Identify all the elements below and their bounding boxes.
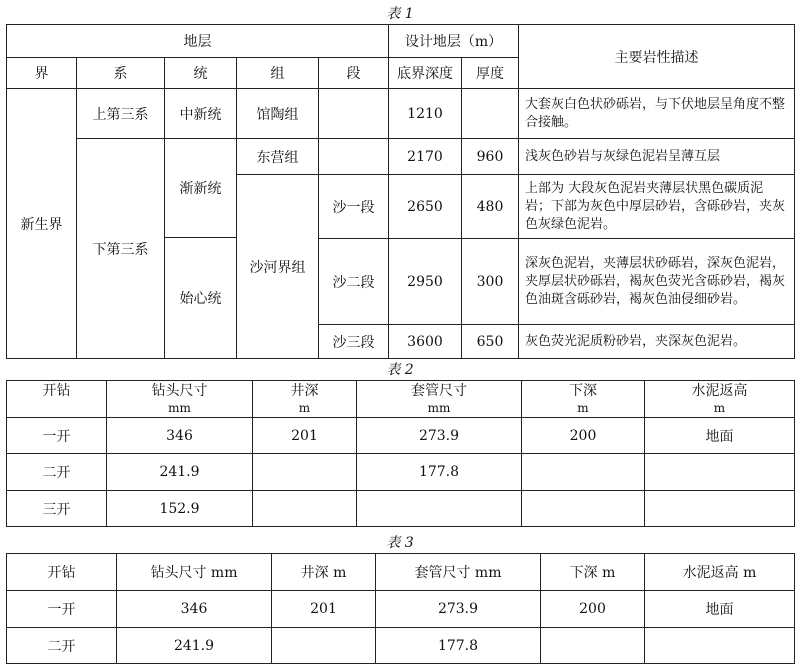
table-row bbox=[7, 418, 795, 454]
table-row bbox=[7, 491, 795, 527]
table2-caption: 表 2 bbox=[386, 362, 414, 378]
lithology-cell: 浅灰色砂岩与灰绿色泥岩呈薄互层 bbox=[519, 139, 795, 175]
header-tong: 统 bbox=[165, 58, 237, 89]
header-cell: 开钻 bbox=[7, 554, 117, 591]
table-row bbox=[7, 89, 795, 139]
header-cell: 下深 m bbox=[522, 381, 645, 418]
depth-cell: 1210 bbox=[389, 89, 462, 139]
header-lithology: 主要岩性描述 bbox=[519, 25, 795, 89]
table-cell: 273.9 bbox=[376, 591, 541, 628]
table-row bbox=[7, 591, 795, 628]
strata-table bbox=[6, 24, 795, 359]
header-jie: 界 bbox=[7, 58, 77, 89]
lithology-cell: 大套灰白色状砂砾岩，与下伏地层呈角度不整合接触。 bbox=[519, 89, 795, 139]
table-cell bbox=[645, 491, 795, 527]
table-cell bbox=[522, 491, 645, 527]
tong-jianxin-cell: 渐新统 bbox=[165, 139, 237, 238]
table-cell: 地面 bbox=[645, 591, 795, 628]
zu-shahejie-cell: 沙河界组 bbox=[237, 175, 319, 359]
zu-dongying-cell: 东营组 bbox=[237, 139, 319, 175]
thickness-cell: 480 bbox=[462, 175, 519, 239]
table-cell: 346 bbox=[107, 418, 253, 454]
header-cell: 钻头尺寸 mm bbox=[107, 381, 253, 418]
table-cell: 241.9 bbox=[107, 454, 253, 491]
table-cell bbox=[253, 491, 357, 527]
table-header-row bbox=[7, 381, 795, 418]
table-cell: 201 bbox=[272, 591, 376, 628]
header-cell: 水泥返高 m bbox=[645, 554, 795, 591]
duan-sha2-cell: 沙二段 bbox=[319, 239, 389, 325]
header-depth: 底界深度 bbox=[389, 58, 462, 89]
table-cell bbox=[357, 491, 522, 527]
header-thickness: 厚度 bbox=[462, 58, 519, 89]
table1-caption: 表 1 bbox=[386, 6, 414, 22]
table-row bbox=[7, 454, 795, 491]
table-cell: 一开 bbox=[7, 418, 107, 454]
table-cell: 二开 bbox=[7, 628, 117, 664]
duan-cell bbox=[319, 139, 389, 175]
casing-table-2 bbox=[6, 380, 795, 527]
header-cell: 套管尺寸 mm bbox=[376, 554, 541, 591]
lithology-cell: 灰色荧光泥质粉砂岩，夹深灰色泥岩。 bbox=[519, 325, 795, 359]
table-cell bbox=[645, 628, 795, 664]
header-cell: 钻头尺寸 mm bbox=[117, 554, 272, 591]
header-cell: 套管尺寸 mm bbox=[357, 381, 522, 418]
table-cell: 一开 bbox=[7, 591, 117, 628]
table-cell bbox=[541, 628, 645, 664]
table-cell: 200 bbox=[522, 418, 645, 454]
thickness-cell: 300 bbox=[462, 239, 519, 325]
table-header-row bbox=[7, 554, 795, 591]
depth-cell: 2170 bbox=[389, 139, 462, 175]
header-duan: 段 bbox=[319, 58, 389, 89]
table-cell: 241.9 bbox=[117, 628, 272, 664]
table-cell: 三开 bbox=[7, 491, 107, 527]
table-cell: 地面 bbox=[645, 418, 795, 454]
table-row bbox=[7, 628, 795, 664]
thickness-cell bbox=[462, 89, 519, 139]
table-cell bbox=[522, 454, 645, 491]
header-cell: 井深 m bbox=[272, 554, 376, 591]
table-cell: 152.9 bbox=[107, 491, 253, 527]
header-cell: 下深 m bbox=[541, 554, 645, 591]
table-cell: 273.9 bbox=[357, 418, 522, 454]
xi-upper-cell: 上第三系 bbox=[77, 89, 165, 139]
table3-caption: 表 3 bbox=[386, 535, 414, 551]
zu-guantao-cell: 馆陶组 bbox=[237, 89, 319, 139]
header-xi: 系 bbox=[77, 58, 165, 89]
table-cell: 346 bbox=[117, 591, 272, 628]
xi-lower-cell: 下第三系 bbox=[77, 139, 165, 359]
tong-zhongxin-cell: 中新统 bbox=[165, 89, 237, 139]
lithology-cell: 深灰色泥岩，夹薄层状砂砾岩，深灰色泥岩，夹厚层状砂砾岩，褐灰色荧光含砾砂岩，褐灰色油斑含砾砂岩，褐灰色油侵细砂岩。 bbox=[519, 239, 795, 325]
thickness-cell: 650 bbox=[462, 325, 519, 359]
table-cell: 177.8 bbox=[376, 628, 541, 664]
table-cell: 200 bbox=[541, 591, 645, 628]
header-zu: 组 bbox=[237, 58, 319, 89]
table-row bbox=[7, 139, 795, 175]
depth-cell: 3600 bbox=[389, 325, 462, 359]
header-design-strata: 设计地层（m） bbox=[389, 25, 519, 58]
table-cell: 201 bbox=[253, 418, 357, 454]
thickness-cell: 960 bbox=[462, 139, 519, 175]
table-cell: 177.8 bbox=[357, 454, 522, 491]
table-cell bbox=[645, 454, 795, 491]
duan-sha3-cell: 沙三段 bbox=[319, 325, 389, 359]
tong-shixin-cell: 始心统 bbox=[165, 238, 237, 359]
header-strata: 地层 bbox=[7, 25, 389, 58]
depth-cell: 2650 bbox=[389, 175, 462, 239]
header-cell: 开钻 bbox=[7, 381, 107, 418]
lithology-cell: 上部为 大段灰色泥岩夹薄层状黑色碳质泥岩；下部为灰色中厚层砂岩，含砾砂岩，夹灰色灰绿色泥岩。 bbox=[519, 175, 795, 239]
casing-table-3 bbox=[6, 553, 795, 664]
duan-cell bbox=[319, 89, 389, 139]
table-cell: 二开 bbox=[7, 454, 107, 491]
header-cell: 井深 m bbox=[253, 381, 357, 418]
depth-cell: 2950 bbox=[389, 239, 462, 325]
jie-cell: 新生界 bbox=[7, 89, 77, 359]
table-cell bbox=[272, 628, 376, 664]
table-cell bbox=[253, 454, 357, 491]
header-cell: 水泥返高 m bbox=[645, 381, 795, 418]
duan-sha1-cell: 沙一段 bbox=[319, 175, 389, 239]
